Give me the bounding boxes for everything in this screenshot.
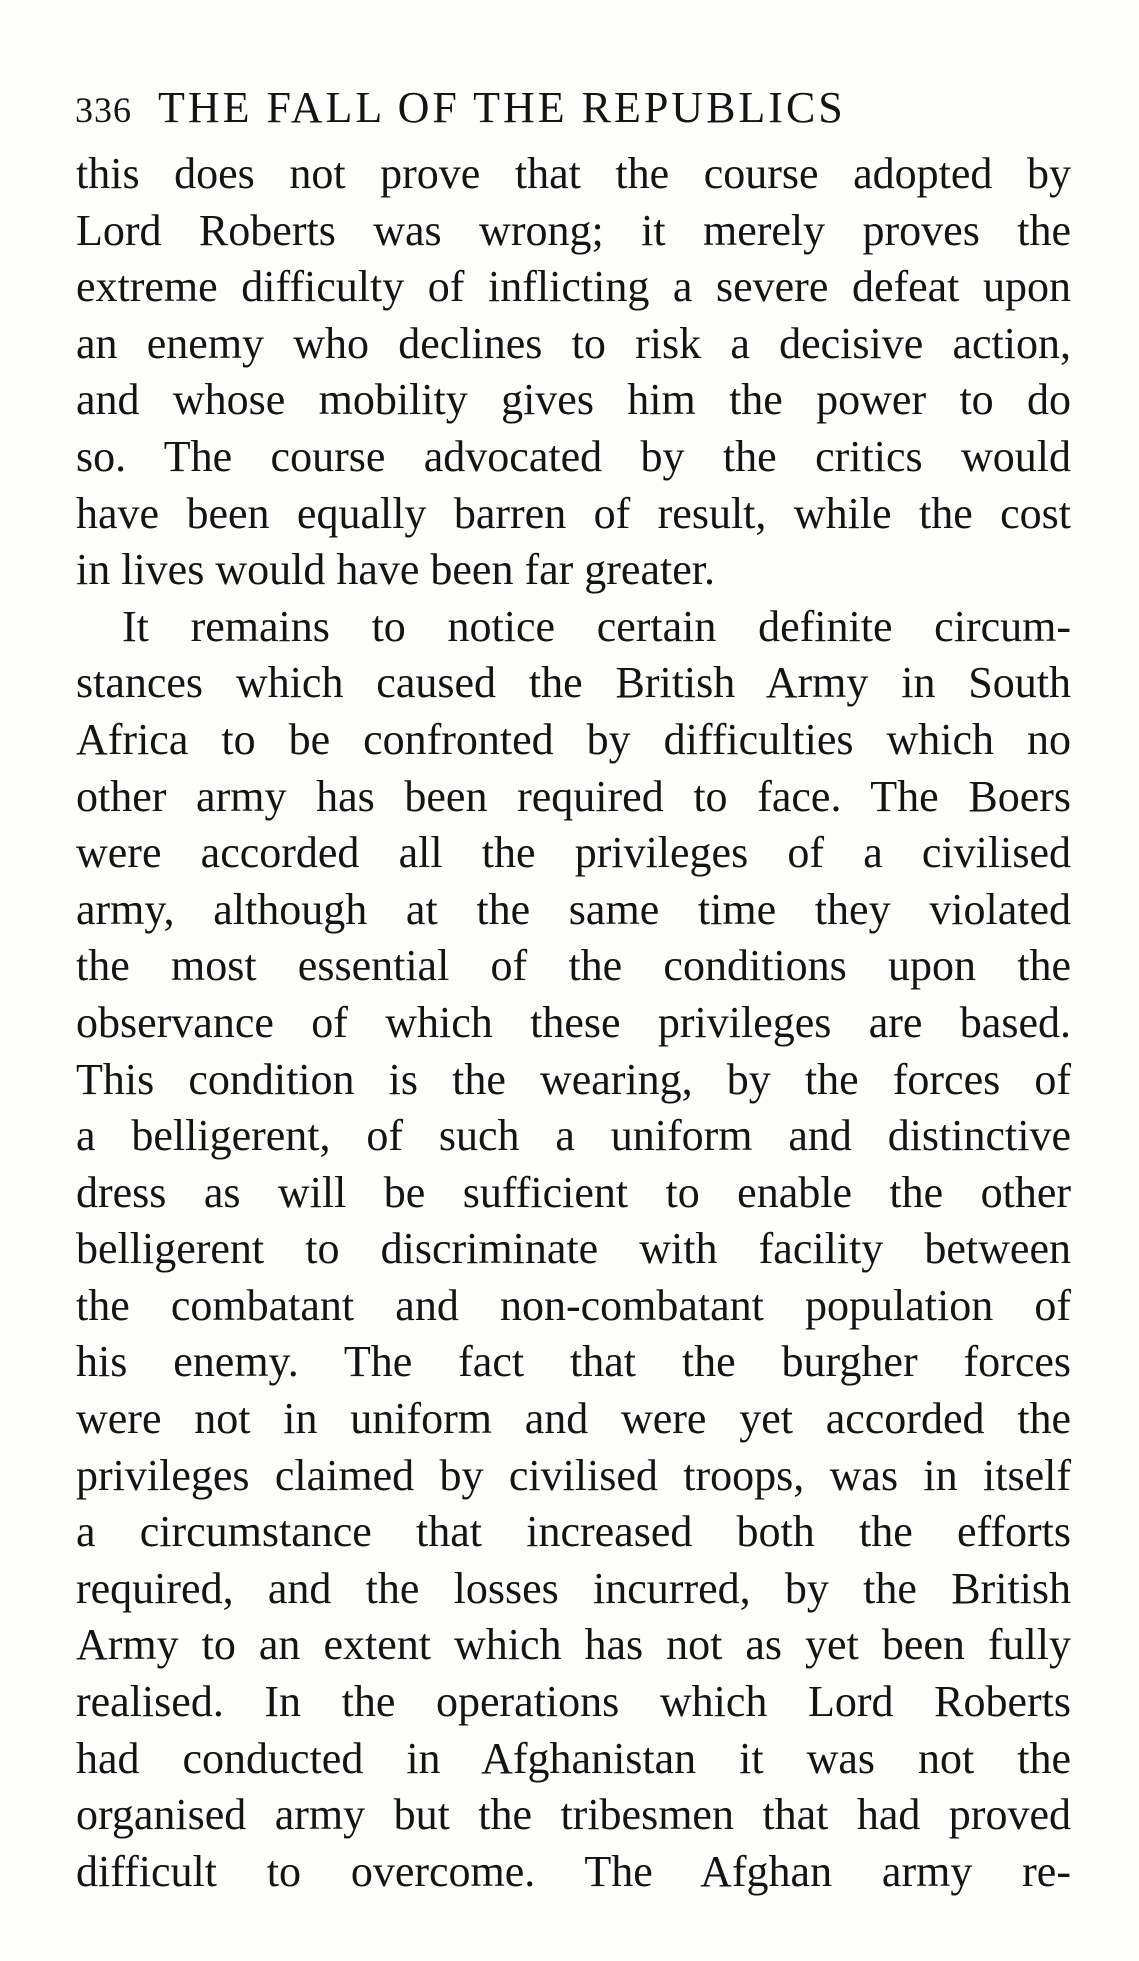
text-line: difficult to overcome. The Afghan army re- <box>76 1846 1071 1896</box>
text-line: his enemy. The fact that the burgher forces <box>76 1337 1071 1387</box>
text-line: an enemy who declines to risk a decisive action, <box>76 318 1071 368</box>
text-line: stances which caused the British Army in South <box>76 658 1071 708</box>
running-head <box>75 82 1075 142</box>
text-line: have been equally barren of result, while the cost <box>76 488 1071 538</box>
text-line: and whose mobility gives him the power to do <box>76 375 1071 425</box>
book-title: THE FALL OF THE REPUBLICS <box>158 83 846 132</box>
body-text <box>76 146 1071 1900</box>
text-line: Africa to be confronted by difficulties which no <box>76 714 1071 764</box>
text-line: privileges claimed by civilised troops, was in itself <box>76 1450 1071 1500</box>
text-line: other army has been required to face. The Boers <box>76 771 1071 821</box>
text-line: realised. In the operations which Lord Roberts <box>76 1677 1071 1727</box>
text-line: were accorded all the privileges of a civilised <box>76 828 1071 878</box>
paragraph-2 <box>76 599 1071 1901</box>
text-line: army, although at the same time they violated <box>76 884 1071 934</box>
text-line: required, and the losses incurred, by the British <box>76 1563 1071 1613</box>
text-line: this does not prove that the course adopted by <box>76 149 1071 198</box>
text-line: had conducted in Afghanistan it was not the <box>76 1733 1071 1783</box>
text-line: This condition is the wearing, by the forces of <box>76 1054 1071 1104</box>
text-line: the combatant and non-combatant population of <box>76 1280 1071 1330</box>
text-line: organised army but the tribesmen that had proved <box>76 1790 1071 1840</box>
paragraph-1 <box>76 146 1071 599</box>
text-line: It remains to notice certain definite circum- <box>122 601 1071 651</box>
text-line: were not in uniform and were yet accorded the <box>76 1394 1071 1444</box>
text-line: in lives would have been far greater. <box>76 545 715 595</box>
page-number: 336 <box>75 90 132 130</box>
text-line: the most essential of the conditions upon the <box>76 941 1071 991</box>
text-line: so. The course advocated by the critics would <box>76 431 1071 481</box>
text-line: Army to an extent which has not as yet been fully <box>76 1620 1071 1670</box>
text-line: Lord Roberts was wrong; it merely proves the <box>76 205 1071 255</box>
text-line: a circumstance that increased both the efforts <box>76 1507 1071 1557</box>
text-line: a belligerent, of such a uniform and distinctive <box>76 1111 1071 1161</box>
text-line: belligerent to discriminate with facility between <box>76 1224 1071 1274</box>
text-line: extreme difficulty of inflicting a severe defeat upon <box>76 262 1071 312</box>
text-line: dress as will be sufficient to enable the other <box>76 1167 1071 1217</box>
text-line: observance of which these privileges are based. <box>76 997 1071 1047</box>
